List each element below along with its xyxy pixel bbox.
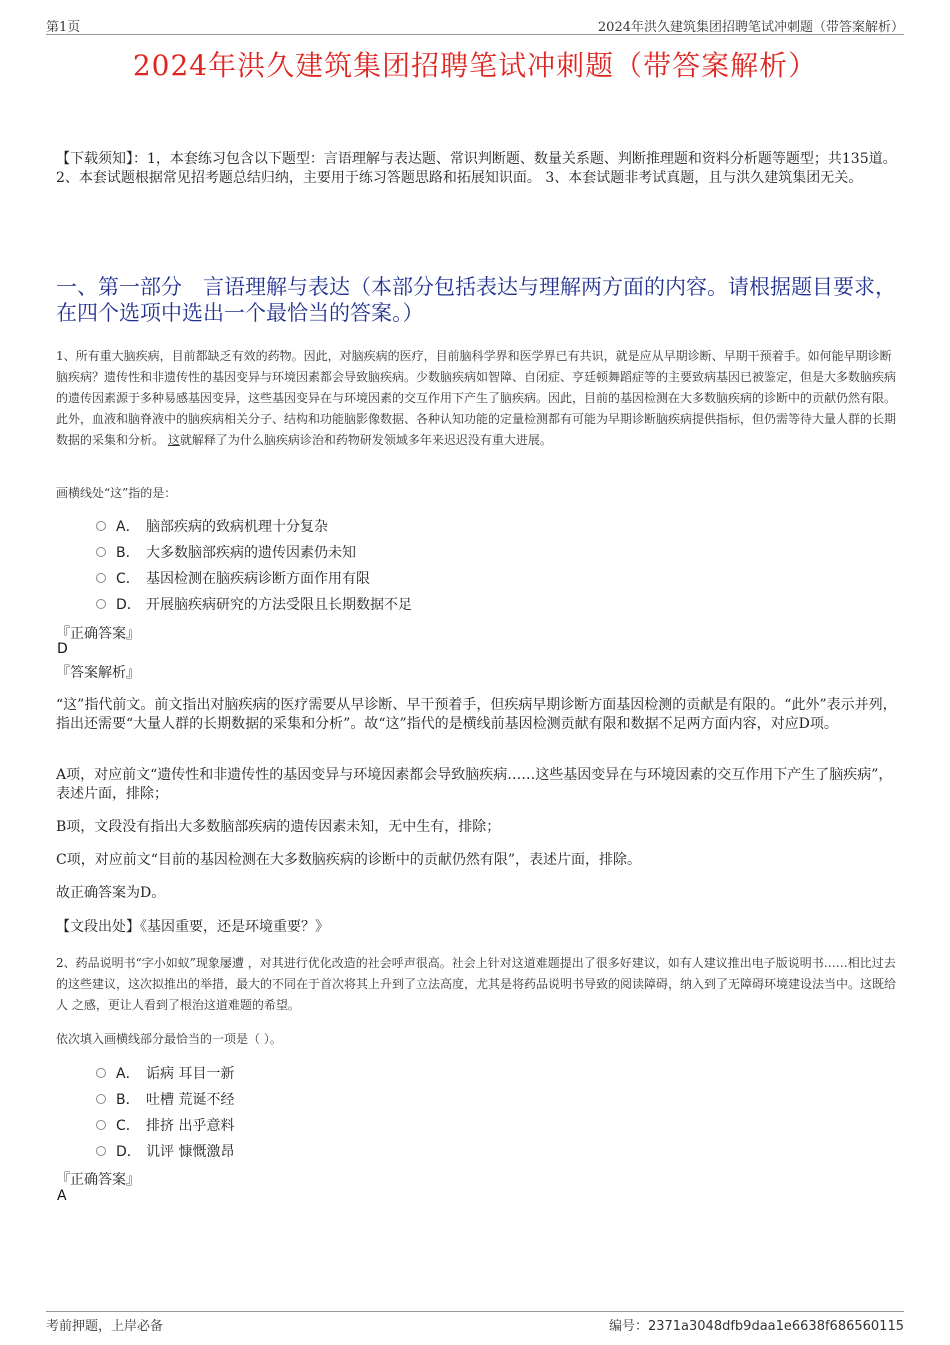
question-1-option-b[interactable]: B． 大多数脑部疾病的遗传因素仍未知 [96,542,356,562]
header-doc-title: 2024年洪久建筑集团招聘笔试冲刺题（带答案解析） [597,20,904,35]
radio-icon[interactable] [96,573,106,583]
answer-value: A [57,1188,67,1204]
question-1-prompt: 画横线处“这”指的是： [56,486,177,500]
analysis-paragraph: B项，文段没有指出大多数脑部疾病的遗传因素未知，无中生有，排除； [56,819,501,835]
question-1-text-before: 1、所有重大脑疾病，目前都缺乏有效的药物。因此，对脑疾病的医疗，目前脑科学界和医学界已有共识，就是应从早期诊断、早期干预着手。如何能早期诊断脑疾病？遗传性和非遗传性的基因变异与环境因素都会导致脑疾病。少数脑疾病如智障、自闭症、亨廷顿舞蹈症等的主要致病基因已被鉴定，但是大多数脑疾病的遗传因素源于多种易感基因变异，这些基因变异在与环境因素的交互作用下产生了脑疾病。因此，目前的基因检测在大多数脑疾病的诊断中的贡献仍然有限。此外，血液和脑脊液中的脑疾病相关分子、结构和功能脑影像数据、各种认知功能的定量检测都有可能为早期诊断脑疾病提供指标，但仍需等待大量人群的长期数据的采集和分析。 [56,349,897,447]
radio-icon[interactable] [96,599,106,609]
analysis-paragraph: “这”指代前文。前文指出对脑疾病的医疗需要从早诊断、早干预着手，但疾病早期诊断方面基因检测的贡献是有限的。“此外”表示并列，指出还需要“大量人群的长期数据的采集和分析”。故“这”指代的是横线前基因检测贡献有限和数据不足两方面内容，对应D项。 [56,697,897,732]
serial-number: 2371a3048dfb9daa1e6638f686560115 [647,1319,904,1334]
page-footer [46,1311,904,1332]
radio-icon[interactable] [96,521,106,531]
question-2-option-c[interactable]: C． 排挤 出乎意料 [96,1115,234,1135]
source-citation: 【文段出处】《基因重要，还是环境重要？》 [56,919,329,935]
footer-slogan: 考前押题，上岸必备 [46,1319,164,1334]
analysis-paragraph: A项，对应前文“遗传性和非遗传性的基因变异与环境因素都会导致脑疾病……这些基因变异在与环境因素的交互作用下产生了脑疾病”，表述片面，排除； [56,767,893,802]
radio-icon[interactable] [96,1146,106,1156]
underlined-word: 这 [167,433,180,447]
analysis-conclusion: 故正确答案为D。 [56,885,166,901]
radio-icon[interactable] [96,547,106,557]
answer-label: 『正确答案』 [56,1172,140,1188]
radio-icon[interactable] [96,1094,106,1104]
download-notice: 【下载须知】：1，本套练习包含以下题型：言语理解与表达题、常识判断题、数量关系题、判断推理题和资料分析题等题型；共135道。 2、本套试题根据常见招考题总结归纳，主要用于练习答题思路和拓展知识面。 3、本套试题非考试真题，且与洪久建筑集团无关。 [56,151,897,186]
question-2-text: 2、药品说明书“字小如蚁”现象屡遭 ，对其进行优化改造的社会呼声很高。社会上针对这道难题提出了很多好建议，如有人建议推出电子版说明书……相比过去的这些建议，这次拟推出的举措，最大的不同在于首次将其上升到了立法高度，尤其是将药品说明书导致的阅读障碍，纳入到了无障碍环境建设法当中。这既给人 之感，更让人看到了根治这道难题的希望。 [56,956,897,1012]
question-2-option-a[interactable]: A． 诟病 耳目一新 [96,1063,234,1083]
page-header [46,14,904,35]
question-2-option-d[interactable]: D． 讥评 慷慨激昂 [96,1141,234,1161]
page-number: 第1页 [46,20,81,35]
question-1-text-after: 就解释了为什么脑疾病诊治和药物研发领域多年来迟迟没有重大进展。 [179,433,552,447]
radio-icon[interactable] [96,1120,106,1130]
footer-serial [609,1315,904,1334]
section-heading: 一、第一部分 言语理解与表达（本部分包括表达与理解两方面的内容。请根据题目要求，在四个选项中选出一个最恰当的答案。） [56,275,896,325]
analysis-paragraph: C项，对应前文“目前的基因检测在大多数脑疾病的诊断中的贡献仍然有限”，表述片面，排除。 [56,852,642,868]
document-title: 2024年洪久建筑集团招聘笔试冲刺题（带答案解析） [132,49,818,82]
radio-icon[interactable] [96,1068,106,1078]
analysis-label: 『答案解析』 [56,665,140,681]
question-1-option-c[interactable]: C． 基因检测在脑疾病诊断方面作用有限 [96,568,370,588]
question-1-text [56,346,902,451]
answer-value: D [57,641,68,657]
answer-label: 『正确答案』 [56,626,140,642]
question-1-option-a[interactable]: A． 脑部疾病的致病机理十分复杂 [96,516,328,536]
question-2-prompt: 依次填入画横线部分最恰当的一项是（ ）。 [56,1032,282,1046]
question-2-option-b[interactable]: B． 吐槽 荒诞不经 [96,1089,234,1109]
question-1-option-d[interactable]: D． 开展脑疾病研究的方法受限且长期数据不足 [96,594,412,614]
serial-label: 编号： [608,1319,648,1334]
